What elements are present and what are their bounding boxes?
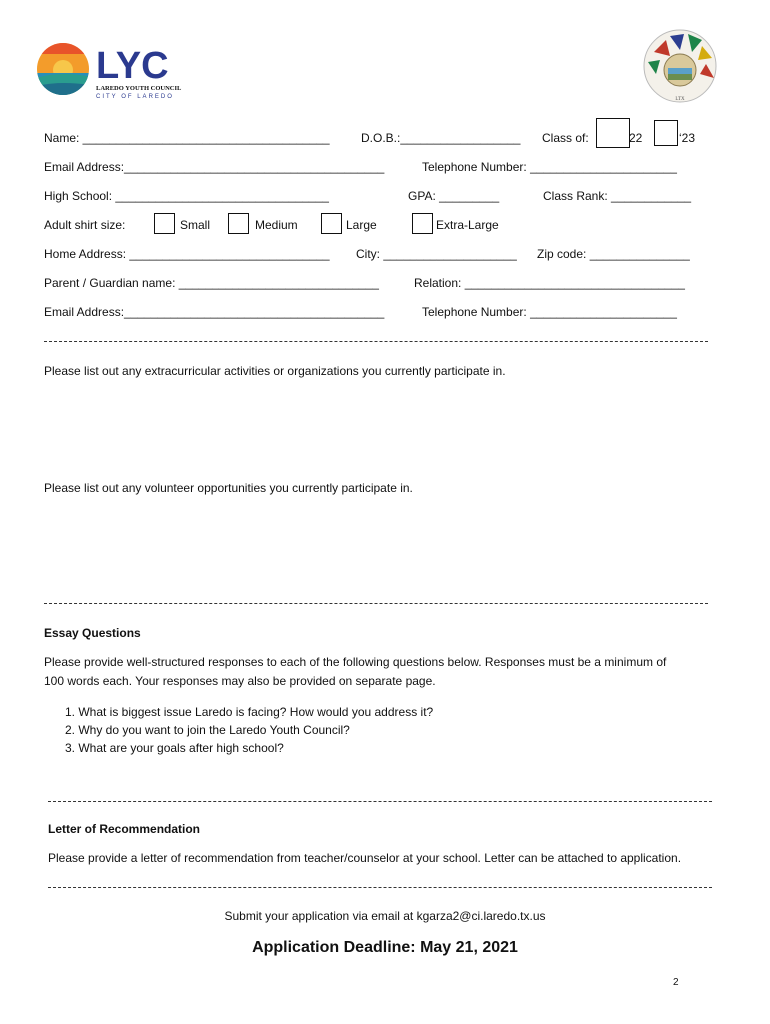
shirt-medium-label: Medium — [255, 218, 298, 232]
high-school-field[interactable]: High School: ________________________________ — [44, 189, 329, 203]
essay-question-3: 3. What are your goals after high school? — [65, 741, 284, 755]
section-divider — [48, 887, 712, 888]
logo-letters: LYC — [96, 45, 169, 87]
dob-field[interactable]: D.O.B.:__________________ — [361, 131, 521, 145]
essay-heading: Essay Questions — [44, 626, 141, 640]
class-rank-field[interactable]: Class Rank: ____________ — [543, 189, 692, 203]
class-of-label: Class of: — [542, 131, 589, 145]
parent-guardian-field[interactable]: Parent / Guardian name: ______________________________ — [44, 276, 379, 290]
laredo-youth-council-logo — [36, 40, 186, 102]
submit-instructions: Submit your application via email at kgarza2@ci.laredo.tx.us — [224, 909, 546, 923]
shirt-xlarge-checkbox[interactable] — [412, 213, 433, 234]
home-address-field[interactable]: Home Address: ______________________________ — [44, 247, 330, 261]
shirt-small-label: Small — [180, 218, 211, 232]
letter-text: Please provide a letter of recommendation from teacher/counselor at your school. Letter can be attached to application. — [48, 851, 682, 865]
section-divider — [48, 801, 712, 802]
logo-city-name: CITY OF LAREDO — [96, 94, 174, 100]
email-field[interactable]: Email Address:_______________________________________ — [44, 160, 385, 174]
shirt-xlarge-label: Extra-Large — [436, 218, 499, 232]
essay-question-1: 1. What is biggest issue Laredo is facing? How would you address it? — [65, 705, 434, 719]
section-divider — [44, 341, 708, 342]
parent-telephone-field[interactable]: Telephone Number: ______________________ — [422, 305, 677, 319]
volunteer-prompt: Please list out any volunteer opportunities you currently participate in. — [44, 481, 413, 495]
class-22-checkbox[interactable] — [596, 118, 630, 148]
gpa-field[interactable]: GPA: _________ — [408, 189, 500, 203]
shirt-large-label: Large — [346, 218, 377, 232]
application-deadline: Application Deadline: May 21, 2021 — [252, 939, 518, 956]
class-23-checkbox[interactable] — [654, 120, 678, 146]
parent-email-field[interactable]: Email Address:_______________________________________ — [44, 305, 385, 319]
page-number: 2 — [673, 977, 679, 988]
letter-heading: Letter of Recommendation — [48, 822, 201, 836]
shirt-small-checkbox[interactable] — [154, 213, 175, 234]
shirt-size-label: Adult shirt size: — [44, 218, 126, 232]
shirt-large-checkbox[interactable] — [321, 213, 342, 234]
relation-field[interactable]: Relation: _________________________________ — [414, 276, 685, 290]
shirt-medium-checkbox[interactable] — [228, 213, 249, 234]
telephone-field[interactable]: Telephone Number: ______________________ — [422, 160, 677, 174]
extracurricular-prompt: Please list out any extracurricular activities or organizations you currently participate in. — [44, 364, 506, 378]
city-field[interactable]: City: ____________________ — [356, 247, 517, 261]
city-seal-logo — [640, 26, 720, 106]
name-field[interactable]: Name: _____________________________________ — [44, 131, 330, 145]
seal-caption: LTX — [675, 97, 685, 102]
zip-code-field[interactable]: Zip code: _______________ — [537, 247, 690, 261]
class-23-label: ‘23 — [679, 131, 696, 145]
essay-intro-line-2: 100 words each. Your responses may also be provided on separate page. — [44, 674, 436, 688]
class-22-label: 22 — [629, 131, 643, 145]
essay-question-2: 2. Why do you want to join the Laredo Youth Council? — [65, 723, 350, 737]
section-divider — [44, 603, 708, 604]
essay-intro-line-1: Please provide well-structured responses to each of the following questions below. Responses must be a minimum of — [44, 655, 667, 669]
logo-org-name: LAREDO YOUTH COUNCIL — [96, 85, 182, 92]
